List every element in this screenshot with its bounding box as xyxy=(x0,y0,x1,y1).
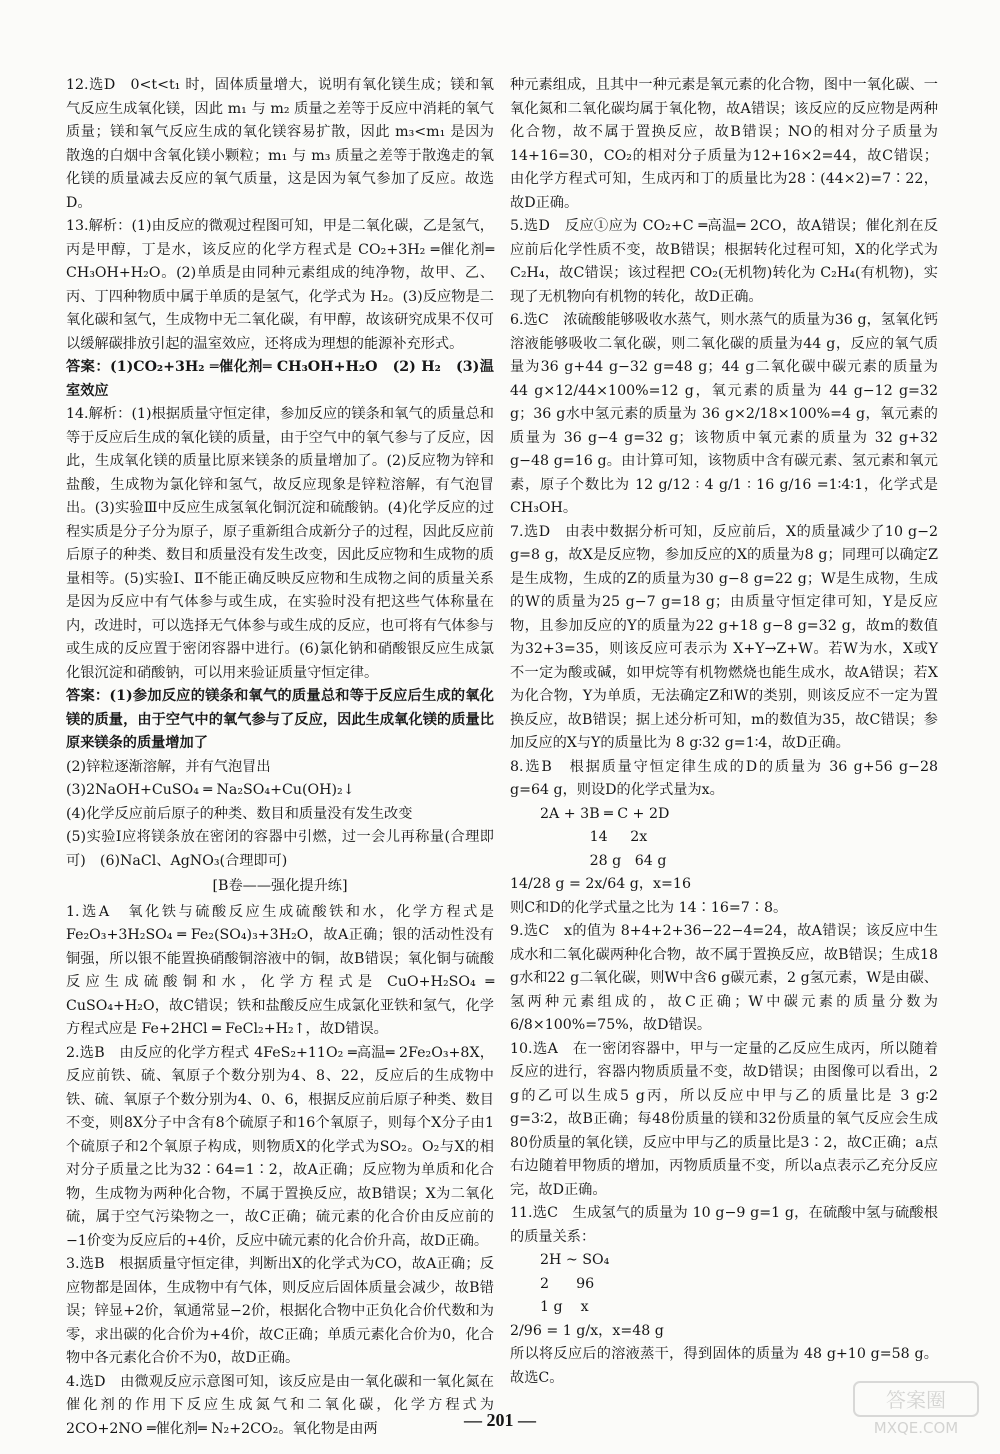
answer-b1: 1.选A 氧化铁与硫酸反应生成硫酸铁和水，化学方程式是 Fe₂O₃+3H₂SO₄ ═ Fe₂(SO₄)₃+3H₂O，故A正确；银的活动性没有铜强，所以银不能置换硝酸铜溶液中的铜，故B错误；氧化铜与硫酸反应生成硫酸铜和水，化学方程式是 CuO+H₂SO₄ ═ CuSO₄+H₂O，故C错误；铁和盐酸反应生成氯化亚铁和氢气，化学方程式应是 Fe+2HCl ═ FeCl₂+H₂↑，故D错误。 xyxy=(66,903,494,1037)
answer-b3: 3.选B 根据质量守恒定律，判断出X的化学式为CO，故A正确；反应物都是固体，生成物中有气体，则反应后固体质量会减少，故B错误；锌显+2价，氧通常显−2价，根据化合物中正负化合价代数和为零，求出碳的化合价为+4价，故C正确；单质元素化合价为0，化合物中各元素化合价不为0，故D正确。 xyxy=(66,1256,494,1366)
left-column xyxy=(66,74,494,1441)
answer-b9: 9.选C x的值为 8+4+2+36−22−4=24，故A错误；该反应中生成水和二氧化碳两种化合物，故不属于置换反应，故B错误；生成18 g水和22 g二氧化碳，则W中含6 g碳元素，2 g氢元素，W是由碳、氢两种元素组成的，故C正确；W中碳元素的质量分数为 6/8×100%=75%，故D错误。 xyxy=(510,923,938,1033)
equation-line: 2A + 3B ═ C + 2D xyxy=(540,805,670,822)
answer-13-answer: 答案：(1)CO₂+3H₂ ═催化剂═ CH₃OH+H₂O (2) H₂ (3)温室效应 xyxy=(66,359,494,399)
answer-b8-conclusion: 则C和D的化学式量之比为 14∶16=7∶8。 xyxy=(510,899,788,916)
answer-14-analysis: 14.解析：(1)根据质量守恒定律，参加反应的镁条和氧气的质量总和等于反应后生成的氧化镁的质量，由于空气中的氧气参与了反应，因此，生成氧化镁的质量比原来镁条的质量增加了。(2)反应物为锌和盐酸，生成物为氯化锌和氢气，故反应现象是锌粒溶解，有气泡冒出。(3)实验Ⅲ中反应生成氢氧化铜沉淀和硫酸钠。(4)化学反应的过程实质是分子分为原子，原子重新组合成新分子的过程，因此反应前后原子的种类、数目和质量没有发生改变，因此反应物和生成物的质量相等。(5)实验Ⅰ、Ⅱ不能正确反映反应物和生成物之间的质量关系是因为反应中有气体参与或生成，在实验时没有把这些气体称量在内，改进时，可以选择无气体参与或生成的反应，也可将有气体参与或生成的反应置于密闭容器中进行。(6)氯化钠和硝酸银反应生成氯化银沉淀和硝酸钠，可以用来验证质量守恒定律。 xyxy=(66,406,494,681)
answer-14-answer-3: (3)2NaOH+CuSO₄ ═ Na₂SO₄+Cu(OH)₂↓ xyxy=(66,782,355,798)
answer-b10: 10.选A 在一密闭容器中，甲与一定量的乙反应生成丙，所以随着反应的进行，容器内物质质量不变，故D错误；由图像可以看出，2 g的乙可以生成5 g丙，所以反应中甲与乙的质量比是 3 g∶2 g=3∶2，故B正确；每48份质量的镁和32份质量的氧气反应会生成80份质量的氧化镁，反应中甲与乙的质量比是3∶2，故C正确；a点右边随着甲物质的增加，丙物质质量不变，所以a点表示乙充分反应完，故D正确。 xyxy=(510,1040,938,1198)
answer-14-answer-1: 答案：(1)参加反应的镁条和氧气的质量总和等于反应后生成的氧化镁的质量，由于空气中的氧气参与了反应，因此生成氧化镁的质量比原来镁条的质量增加了 xyxy=(66,688,494,751)
equation-line: 14 2x xyxy=(540,829,648,845)
answer-14-answer-2: (2)锌粒逐渐溶解，并有气泡冒出 xyxy=(66,758,271,775)
svg-text:答案圈: 答案圈 xyxy=(886,1388,946,1412)
watermark-icon xyxy=(852,1378,980,1438)
proportion-line: 2/96 = 1 g/x，x=48 g xyxy=(510,1322,664,1339)
equation-line: 1 g x xyxy=(540,1299,589,1315)
answer-b5: 5.选D 反应①应为 CO₂+C ═高温═ 2CO，故A错误；催化剂在反应前后化学性质不变，故B错误；根据转化过程可知，X的化学式为 C₂H₄，故C错误；该过程把 CO₂(无机物)转化为 C₂H₄(有机物)，实现了无机物向有机物的转化，故D正确。 xyxy=(510,218,938,305)
answer-b4-cont: 种元素组成，且其中一种元素是氧元素的化合物，图中一氧化碳、一氧化氮和二氧化碳均属于氧化物，故A错误；该反应的反应物是两种化合物，故不属于置换反应，故B错误；NO的相对分子质量为14+16=30，CO₂的相对分子质量为12+16×2=44，故C错误；由化学方程式可知，生成丙和丁的质量比为28∶(44×2)=7∶22，故D正确。 xyxy=(510,77,938,211)
equation-line: 2 96 xyxy=(540,1275,595,1292)
answer-b11-conclusion: 所以将反应后的溶液蒸干，得到固体的质量为 48 g+10 g=58 g。故选C。 xyxy=(510,1346,938,1386)
answer-b11: 11.选C 生成氢气的质量为 10 g−9 g=1 g，在硫酸中氢与硫酸根的质量关系： xyxy=(510,1205,938,1245)
watermark-logo xyxy=(852,1378,980,1438)
svg-text:MXQE.COM: MXQE.COM xyxy=(873,1419,959,1437)
answer-14-answer-5-6: (5)实验Ⅰ应将镁条放在密闭的容器中引燃，过一会儿再称量(合理即可) (6)NaCl、AgNO₃(合理即可) xyxy=(66,829,494,869)
answer-12: 12.选D 0<t<t₁ 时，固体质量增大，说明有氧化镁生成；镁和氧气反应生成氧化镁，因此 m₁ 与 m₂ 质量之差等于反应中消耗的氧气质量；镁和氧气反应生成的氧化镁容易扩散，因此 m₃<m₁ 是因为散逸的白烟中含氧化镁小颗粒；m₁ 与 m₃ 质量之差等于散逸走的氧化镁的质量减去反应的氧气质量，这是因为氧气参加了反应。故选D。 xyxy=(66,77,494,211)
proportion-line: 14/28 g = 2x/64 g，x=16 xyxy=(510,876,691,892)
answer-14-answer-4: (4)化学反应前后原子的种类、数目和质量没有发生改变 xyxy=(66,805,413,822)
page-number: — 201 — xyxy=(464,1410,536,1430)
answer-b8: 8.选B 根据质量守恒定律生成的D的质量为 36 g+56 g−28 g=64 g，则设D的化学式量为x。 xyxy=(510,758,938,798)
answer-13-analysis: 13.解析：(1)由反应的微观过程图可知，甲是二氧化碳，乙是氢气，丙是甲醇，丁是水，该反应的化学方程式是 CO₂+3H₂ ═催化剂═ CH₃OH+H₂O。(2)单质是由同种元素组成的纯净物，故甲、乙、丙、丁四种物质中属于单质的是氢气，化学式为 H₂。(3)反应物是二氧化碳和氢气，生成物中无二氧化碳，有甲醇，故该研究成果不仅可以缓解碳排放引起的温室效应，还将成为理想的能源补充形式。 xyxy=(66,218,494,352)
equation-line: 28 g 64 g xyxy=(540,852,667,869)
section-b-heading: [B卷——强化提升练] xyxy=(212,878,348,894)
answer-b6: 6.选C 浓硫酸能够吸收水蒸气，则水蒸气的质量为36 g，氢氧化钙溶液能够吸收二氧化碳，则二氧化碳的质量为44 g，反应的氧气质量为36 g+44 g−32 g=48 g；44 g二氧化碳中碳元素的质量为 44 g×12/44×100%=12 g，氧元素的质量为 44 g−12 g=32 g；36 g水中氢元素的质量为 36 g×2/18×100%=4 g，氧元素的质量为 36 g−4 g=32 g；该物质中氧元素的质量为 32 g+32 g−48 g=16 g。由计算可知，该物质中含有碳元素、氢元素和氧元素，原子个数比为 12 g/12 ∶ 4 g/1 ∶ 16 g/16 =1∶4∶1，化学式是 CH₃OH。 xyxy=(510,312,938,516)
answer-b7: 7.选D 由表中数据分析可知，反应前后，X的质量减少了10 g−2 g=8 g，故X是反应物，参加反应的X的质量为8 g；同理可以确定Z是生成物，生成的Z的质量为30 g−8 g=22 g；W是生成物，生成的W的质量为25 g−7 g=18 g；由质量守恒定律可知，Y是反应物，且参加反应的Y的质量为22 g+18 g−8 g=32 g，故m的数值为32+3=35，则该反应可表示为 X+Y→Z+W。若W为水，X或Y不一定为酸或碱，如甲烷等有机物燃烧也能生成水，故A错误；若X为化合物，Y为单质，无法确定Z和W的类别，则该反应不一定为置换反应，故B错误；据上述分析可知，m的数值为35，故C错误；参加反应的X与Y的质量比为 8 g∶32 g=1∶4，故D正确。 xyxy=(510,523,938,751)
answer-b2: 2.选B 由反应的化学方程式 4FeS₂+11O₂ ═高温═ 2Fe₂O₃+8X，反应前铁、硫、氧原子个数分别为4、8、22，反应后的生成物中铁、硫、氧原子个数分别为4、0、6，根据反应前后原子种类、数目不变，则8X分子中含有8个硫原子和16个氧原子，则每个X分子由1个硫原子和2个氧原子构成，则物质X的化学式为SO₂。O₂与X的相对分子质量之比为32∶64=1∶2，故A正确；反应物为单质和化合物，生成物为两种化合物，不属于置换反应，故B错误；X为二氧化硫，属于空气污染物之一，故C正确；硫元素的化合价由反应前的−1价变为反应后的+4价，反应中硫元素的化合价升高，故D正确。 xyxy=(66,1044,494,1249)
right-column xyxy=(510,74,938,1390)
answer-b4: 4.选D 由微观反应示意图可知，该反应是由一氧化碳和一氧化氮在催化剂的作用下反应生成氮气和二氧化碳，化学方程式为 2CO+2NO ═催化剂═ N₂+2CO₂。氧化物是由两 xyxy=(66,1373,494,1437)
equation-line: 2H ~ SO₄ xyxy=(540,1252,610,1268)
